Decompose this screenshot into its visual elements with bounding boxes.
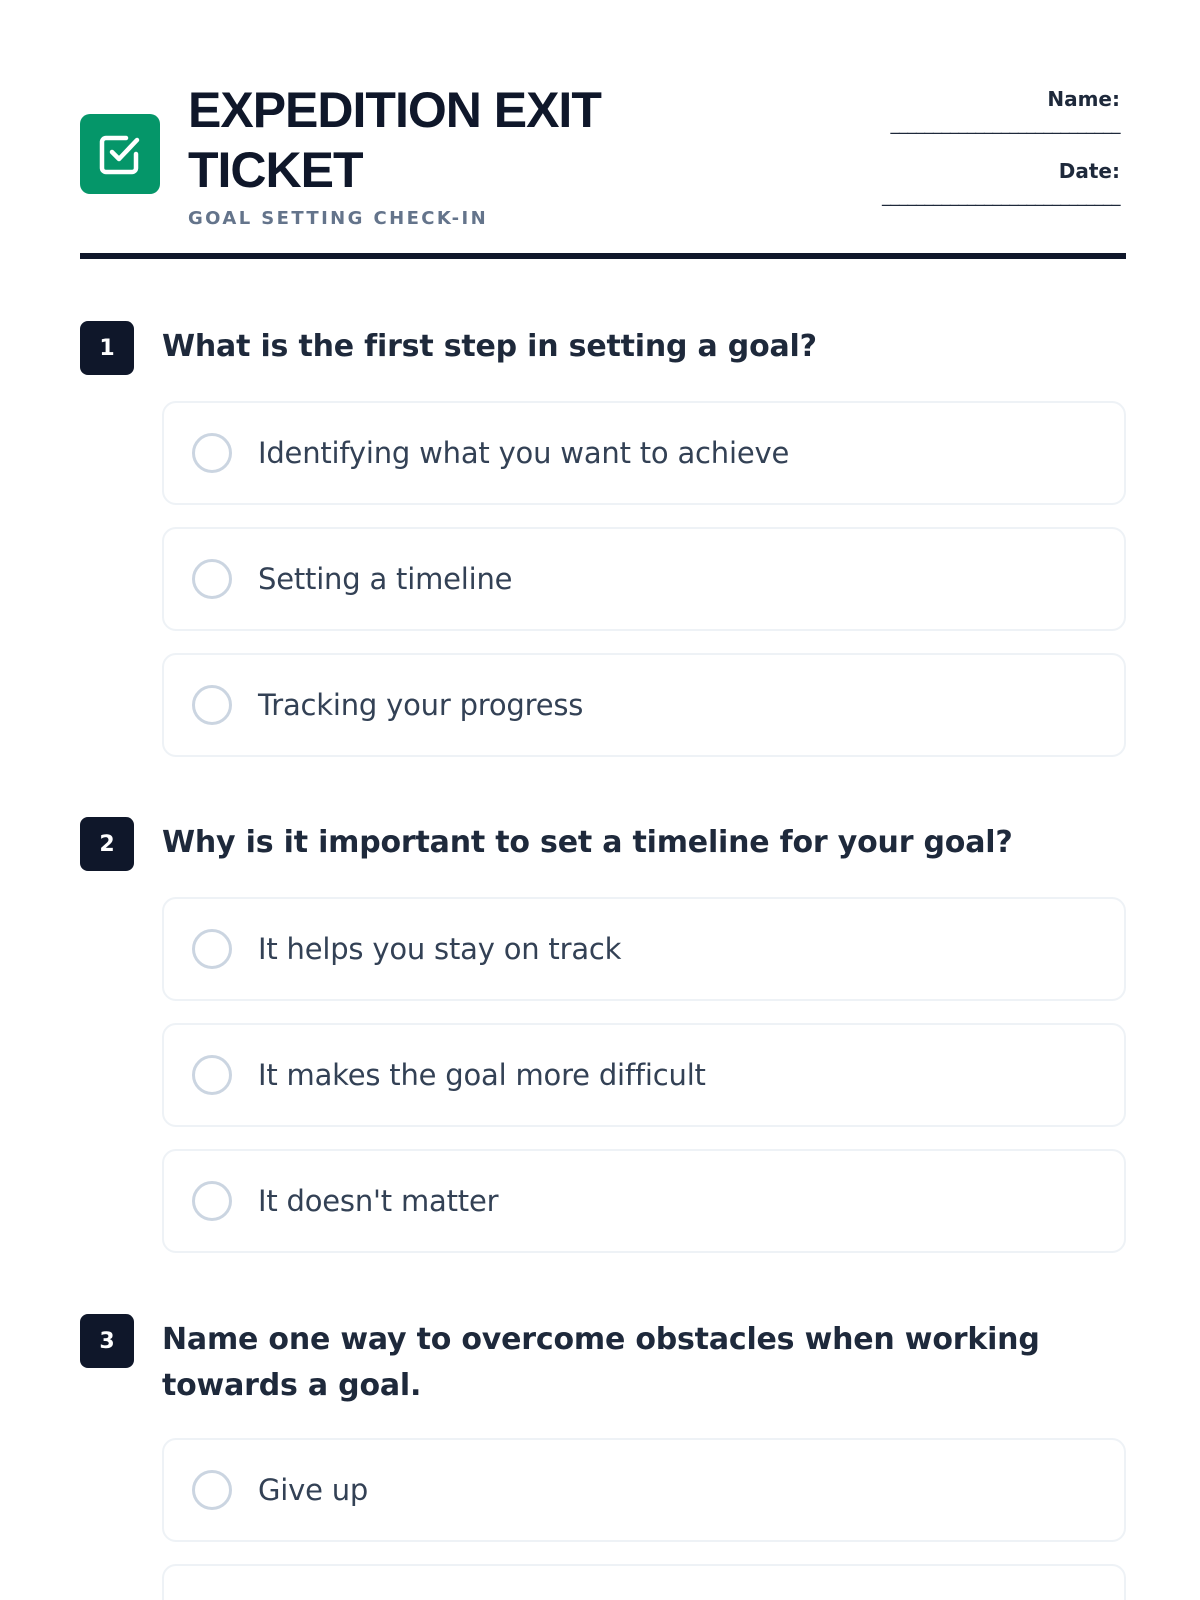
page-title: EXPEDITION EXIT TICKET <box>188 82 601 198</box>
answer-option[interactable] <box>162 527 1126 631</box>
answer-options <box>162 897 1126 1253</box>
student-info <box>800 86 1120 230</box>
name-label: Name: <box>1047 87 1120 111</box>
answer-option[interactable] <box>162 401 1126 505</box>
answer-label: It helps you stay on track <box>258 932 622 966</box>
answer-option[interactable] <box>162 653 1126 757</box>
question-text: Name one way to overcome obstacles when working towards a goal. <box>162 1322 1040 1403</box>
answer-options <box>162 401 1126 757</box>
title-block <box>188 80 708 229</box>
radio-button[interactable] <box>192 1055 232 1095</box>
question-text: Why is it important to set a timeline for your goal? <box>162 825 1013 860</box>
answer-option-partial[interactable] <box>162 1564 1126 1600</box>
question-text: What is the first step in setting a goal? <box>162 329 817 364</box>
answer-label: Setting a timeline <box>258 562 513 596</box>
name-field[interactable]: ___________________________ <box>890 114 1120 135</box>
radio-button[interactable] <box>192 685 232 725</box>
checkbox-icon <box>80 114 160 194</box>
question-number-badge: 2 <box>80 817 134 871</box>
question-number-badge: 1 <box>80 321 134 375</box>
radio-button[interactable] <box>192 1470 232 1510</box>
answer-label: It doesn't matter <box>258 1184 499 1218</box>
answer-option[interactable] <box>162 1149 1126 1253</box>
answer-option[interactable] <box>162 1023 1126 1127</box>
answer-option[interactable] <box>162 1438 1126 1542</box>
question-number-badge: 3 <box>80 1314 134 1368</box>
radio-button[interactable] <box>192 433 232 473</box>
page-subtitle: GOAL SETTING CHECK-IN <box>188 208 489 229</box>
answer-label: Give up <box>258 1473 369 1507</box>
answer-label: It makes the goal more difficult <box>258 1058 706 1092</box>
question-1 <box>80 321 1126 779</box>
question-2 <box>80 817 1126 1275</box>
header <box>80 80 1120 260</box>
radio-button[interactable] <box>192 1181 232 1221</box>
date-label: Date: <box>1058 159 1120 183</box>
answer-option[interactable] <box>162 897 1126 1001</box>
date-field[interactable]: ____________________________ <box>882 186 1120 207</box>
radio-button[interactable] <box>192 929 232 969</box>
answer-label: Tracking your progress <box>258 688 584 722</box>
answer-options <box>162 1438 1126 1600</box>
question-3 <box>80 1314 1126 1600</box>
radio-button[interactable] <box>192 559 232 599</box>
answer-label: Identifying what you want to achieve <box>258 436 790 470</box>
header-divider <box>80 253 1126 259</box>
